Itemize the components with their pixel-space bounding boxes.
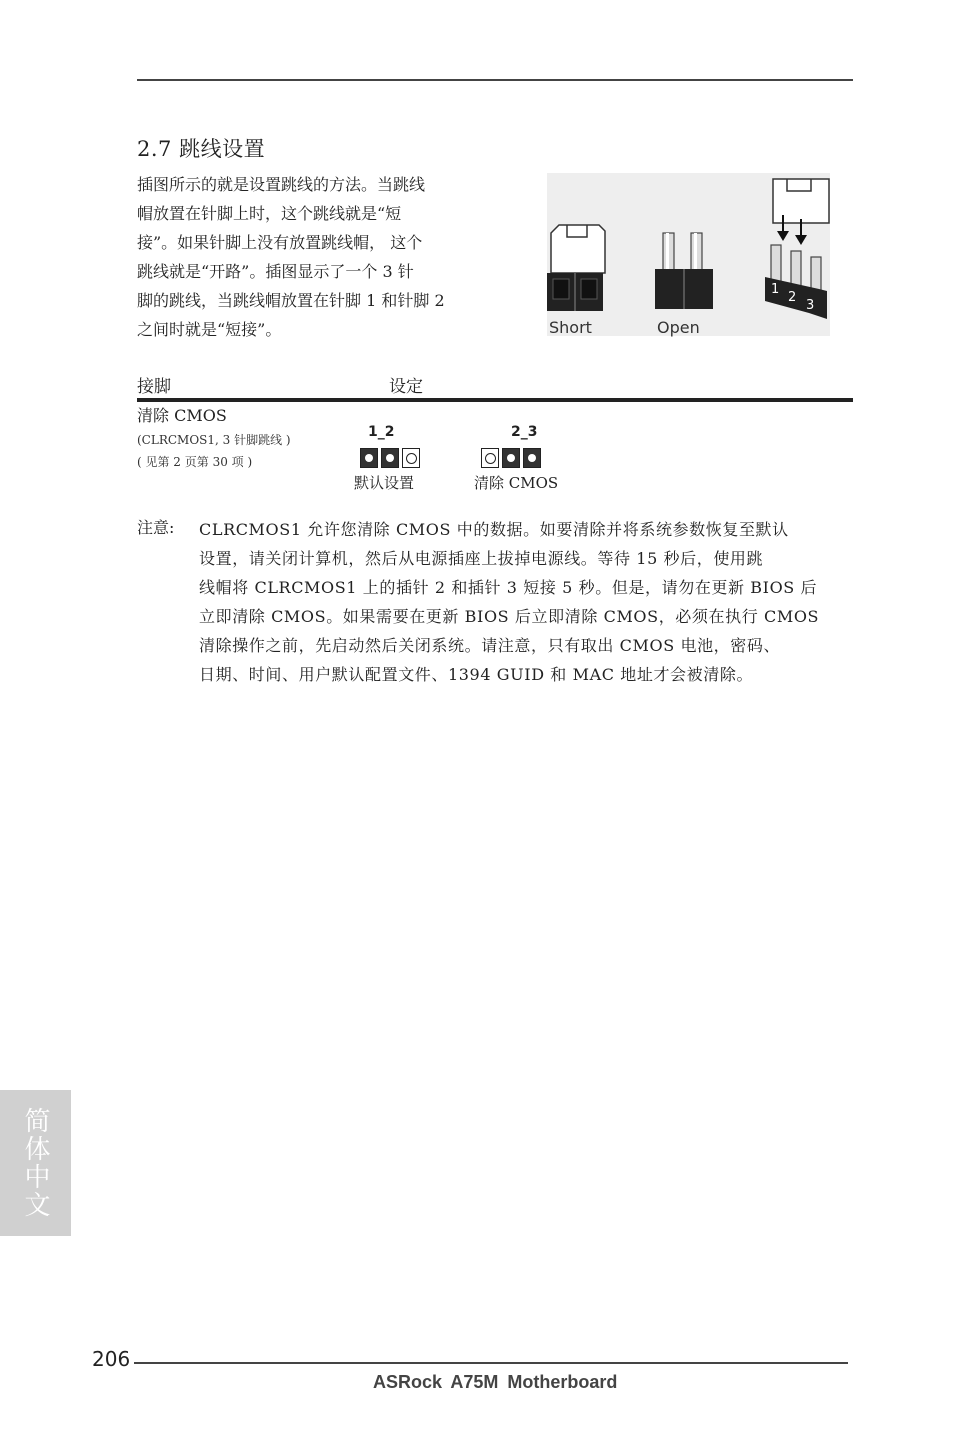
note-line: CLRCMOS1 允许您清除 CMOS 中的数据。如要清除并将系统参数恢复至默认 [199,520,789,539]
pin-shorted [381,448,399,468]
jumper-default [360,448,423,468]
jumper-diagram [547,173,830,336]
short-jumper [547,225,605,311]
default-caption: 默认设置 [354,474,415,492]
pin-open [481,448,499,468]
intro-line: 插图所示的就是设置跳线的方法。当跳线 [137,175,426,194]
header-rule [137,79,853,81]
open-jumper [655,233,713,309]
intro-line: 之间时就是“短接”。 [137,320,282,339]
jumper-clear [481,448,544,468]
jumper-illustration [547,173,830,336]
page-number: 206 [92,1347,131,1371]
note-line: 清除操作之前，先启动然后关闭系统。请注意，只有取出 CMOS 电池，密码、 [199,636,781,655]
table-rule [137,398,853,402]
intro-line: 脚的跳线，当跳线帽放置在针脚 1 和针脚 2 [137,291,445,310]
note-body [199,515,853,689]
pins-label-default: 1_2 [368,424,395,440]
pin-shorted [523,448,541,468]
row-subtitle: (CLRCMOS1, 3 针脚跳线 ) [137,433,291,447]
footer-title: ASRock A75M Motherboard [373,1372,618,1392]
pin-number: 3 [806,298,815,313]
pin-shorted [502,448,520,468]
note-line: 设置，请关闭计算机，然后从电源插座上拔掉电源线。等待 15 秒后，使用跳 [199,549,764,568]
pin-open [402,448,420,468]
intro-paragraph [137,170,499,344]
three-pin-jumper [765,179,829,319]
row-reference: ( 见第 2 页第 30 项 ) [137,455,253,469]
intro-line: 跳线就是“开路”。插图显示了一个 3 针 [137,262,414,281]
note-line: 日期、时间、用户默认配置文件、1394 GUID 和 MAC 地址才会被清除。 [199,665,754,684]
column-header-pin: 接脚 [137,377,171,397]
intro-line: 接”。如果针脚上没有放置跳线帽， 这个 [137,233,423,252]
section-title: 2.7 跳线设置 [137,137,266,161]
pin-number: 1 [771,282,780,297]
note-line: 立即清除 CMOS。如果需要在更新 BIOS 后立即清除 CMOS，必须在执行 CMOS [199,607,820,626]
pin-shorted [360,448,378,468]
row-name: 清除 CMOS [137,406,227,425]
note-line: 线帽将 CLRCMOS1 上的插针 2 和插针 3 短接 5 秒。但是，请勿在更新 BIOS 后 [199,578,818,597]
note-label: 注意: [137,518,175,537]
open-label: Open [657,318,700,337]
column-header-setting: 设定 [389,377,423,397]
short-label: Short [549,318,592,337]
intro-line: 帽放置在针脚上时，这个跳线就是“短 [137,204,402,223]
clear-caption: 清除 CMOS [474,474,559,492]
pins-label-clear: 2_3 [511,424,538,440]
pin-number: 2 [788,290,797,305]
footer-rule [134,1362,848,1364]
language-tab-label: 简体中文 [20,1107,50,1219]
language-tab [0,1090,71,1236]
